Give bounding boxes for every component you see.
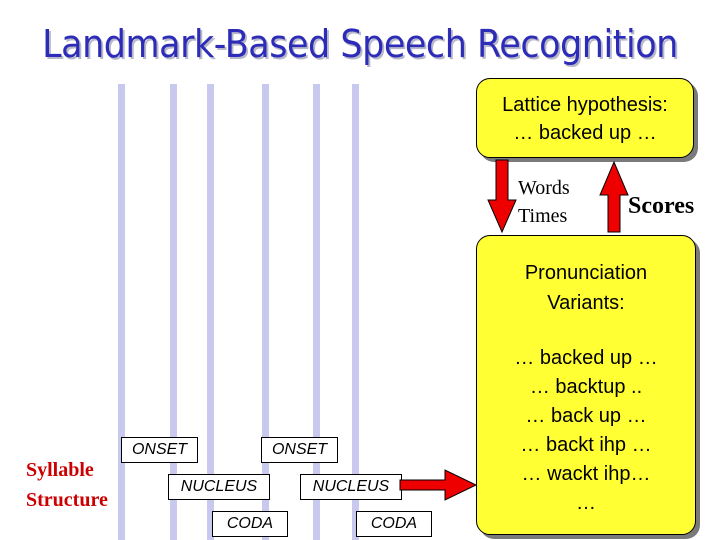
- onset-label: ONSET: [261, 437, 338, 463]
- nucleus-label: NUCLEUS: [168, 474, 270, 500]
- variant-item: … backed up …: [514, 347, 658, 369]
- scores-label: Scores: [628, 193, 695, 219]
- coda-label: CODA: [212, 511, 288, 537]
- coda-label: CODA: [356, 511, 432, 537]
- nucleus-label: NUCLEUS: [300, 474, 402, 500]
- up-arrow: [600, 162, 628, 232]
- right-arrow: [400, 470, 476, 500]
- lattice-line-2: … backed up …: [513, 122, 657, 144]
- variant-item: … backtup ..: [529, 376, 643, 398]
- slide-title: Landmark-Based Speech Recognition: [42, 22, 678, 66]
- variant-item: … backt ihp …: [520, 434, 652, 456]
- variant-item: …: [576, 492, 596, 514]
- variant-item: … back up …: [525, 405, 647, 427]
- words-label: Words: [518, 177, 570, 199]
- variant-item: … wackt ihp…: [521, 463, 651, 485]
- syllable-label-line-2: Structure: [26, 489, 108, 511]
- pronunciation-heading-2: Variants:: [547, 292, 625, 314]
- onset-label: ONSET: [121, 437, 198, 463]
- times-label: Times: [518, 205, 568, 227]
- down-arrow: [488, 160, 516, 232]
- lattice-line-1: Lattice hypothesis:: [502, 94, 668, 116]
- syllable-label-line-1: Syllable: [26, 459, 94, 481]
- pronunciation-heading-1: Pronunciation: [524, 262, 648, 284]
